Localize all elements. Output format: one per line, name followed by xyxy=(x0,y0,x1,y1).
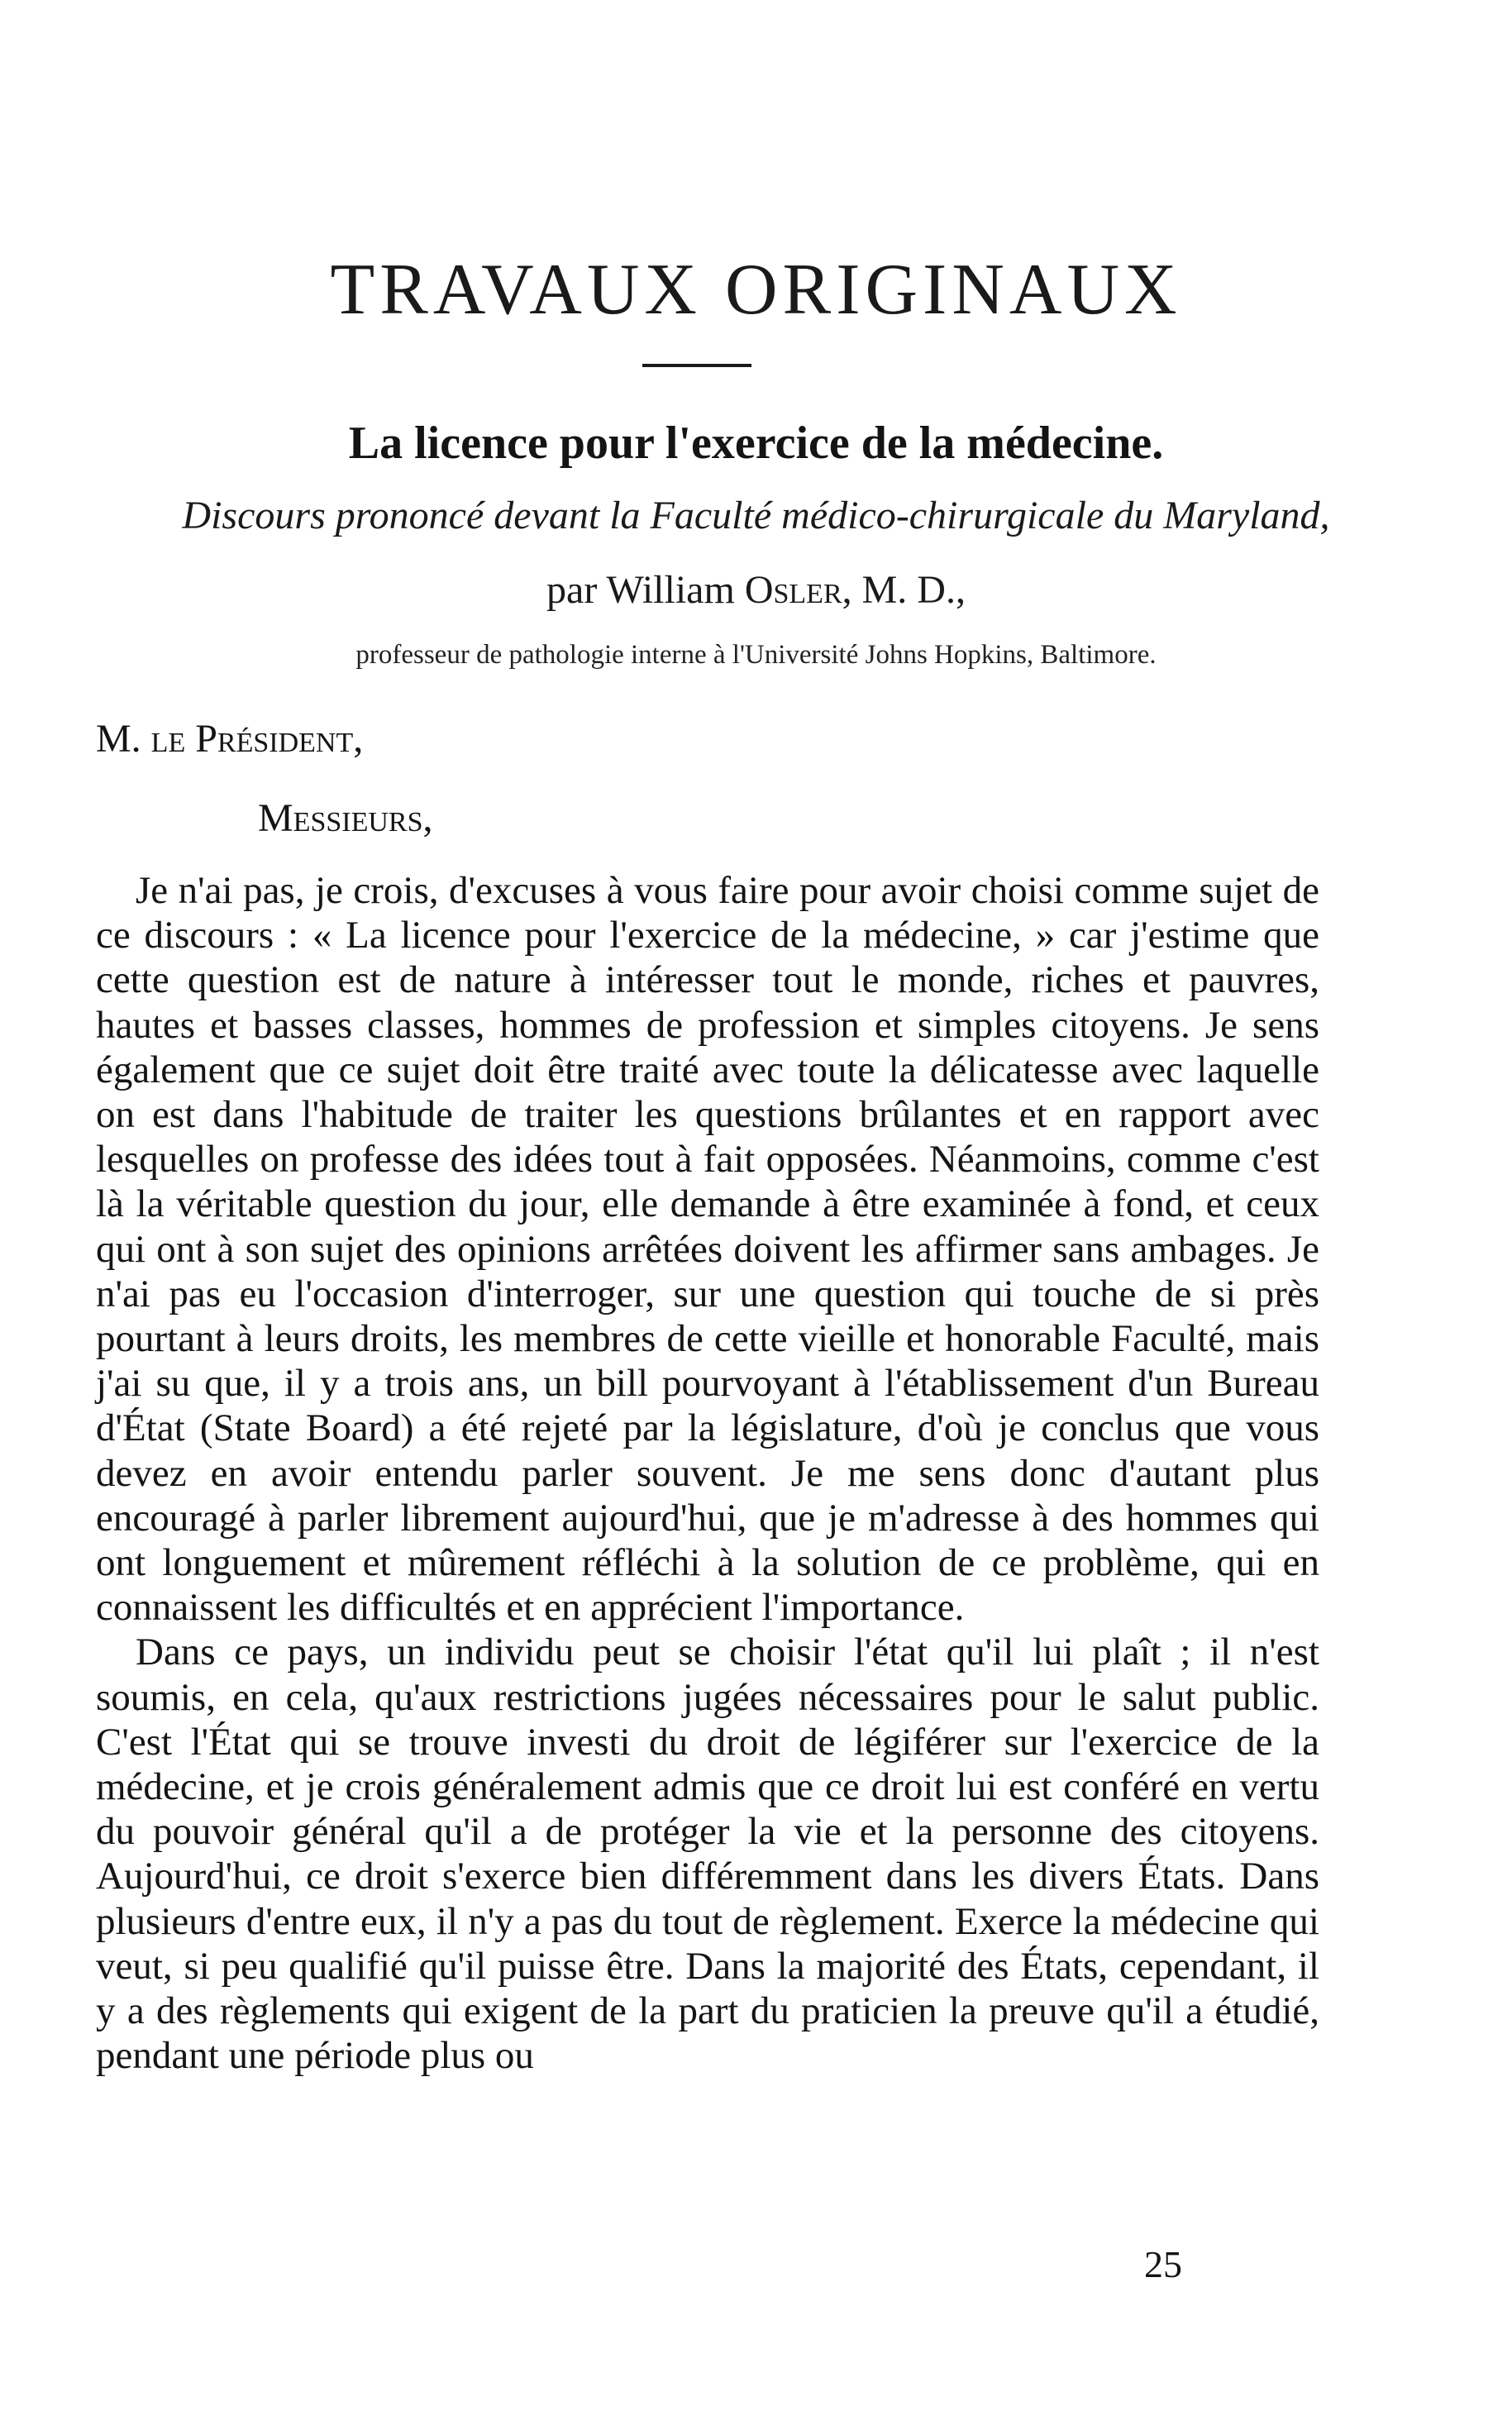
article-title: La licence pour l'exercice de la médecine. xyxy=(348,418,1164,469)
page-number: 25 xyxy=(1144,2243,1182,2285)
salutation-messieurs: Messieurs, xyxy=(258,796,433,840)
paragraph: Dans ce pays, un individu peut se choisir l'état qu'il lui plaît ; il n'est soumis, en cela, qu'aux restrictions jugées nécessaires pour le salut public. C'est l'État qui se trouve investi du droit de légiférer sur l'exercice de la médecine, et je crois généralement admis que ce droit lui est conféré en vertu du pouvoir général qu'il a de protéger la vie et la personne des citoyens. Aujourd'hui, ce droit s'exerce bien différemment dans les divers États. Dans plusieurs d'entre eux, il n'y a pas du tout de règlement. Exerce la médecine qui veut, si peu qualifié qu'il puisse être. Dans la majorité des États, cependant, il y a des règlements qui exigent de la part du praticien la preuve qu'il a étudié, pendant une période plus ou xyxy=(96,1630,1319,2078)
running-title: TRAVAUX ORIGINAUX xyxy=(330,250,1182,330)
body-text xyxy=(96,868,1319,2078)
salutation-president: M. le Président, xyxy=(96,717,364,761)
title-rule xyxy=(642,364,751,367)
byline-suffix: , M. D., xyxy=(842,568,966,612)
author-affiliation: professeur de pathologie interne à l'Université Johns Hopkins, Baltimore. xyxy=(355,640,1157,670)
byline xyxy=(0,567,1512,613)
byline-author: Osler xyxy=(744,568,842,612)
byline-prefix: par William xyxy=(546,568,745,612)
paragraph: Je n'ai pas, je crois, d'excuses à vous faire pour avoir choisi comme sujet de ce discours : « La licence pour l'exercice de la médecine, » car j'estime que cette question est de nature à intéresser tout le monde, riches et pauvres, hautes et basses classes, hommes de profession et simples citoyens. Je sens également que ce sujet doit être traité avec toute la délicatesse avec laquelle on est dans l'habitude de traiter les questions brûlantes et en rapport avec lesquelles on professe des idées tout à fait opposées. Néanmoins, comme c'est là la véritable question du jour, elle demande à être examinée à fond, et ceux qui ont à son sujet des opinions arrêtées doivent les affirmer sans ambages. Je n'ai pas eu l'occasion d'interroger, sur une question qui touche de si près pourtant à leurs droits, les membres de cette vieille et honorable Faculté, mais j'ai su que, il y a trois ans, un bill pourvoyant à l'établissement d'un Bureau d'État (State Board) a été rejeté par la législature, d'où je conclus que vous devez en avoir entendu parler souvent. Je me sens donc d'autant plus encouragé à parler librement aujourd'hui, que je m'adresse à des hommes qui ont longuement et mûrement réfléchi à la solution de ce problème, qui en connaissent les difficultés et en apprécient l'importance. xyxy=(96,869,1319,1630)
article-subtitle: Discours prononcé devant la Faculté médico-chirurgicale du Maryland, xyxy=(182,494,1330,537)
